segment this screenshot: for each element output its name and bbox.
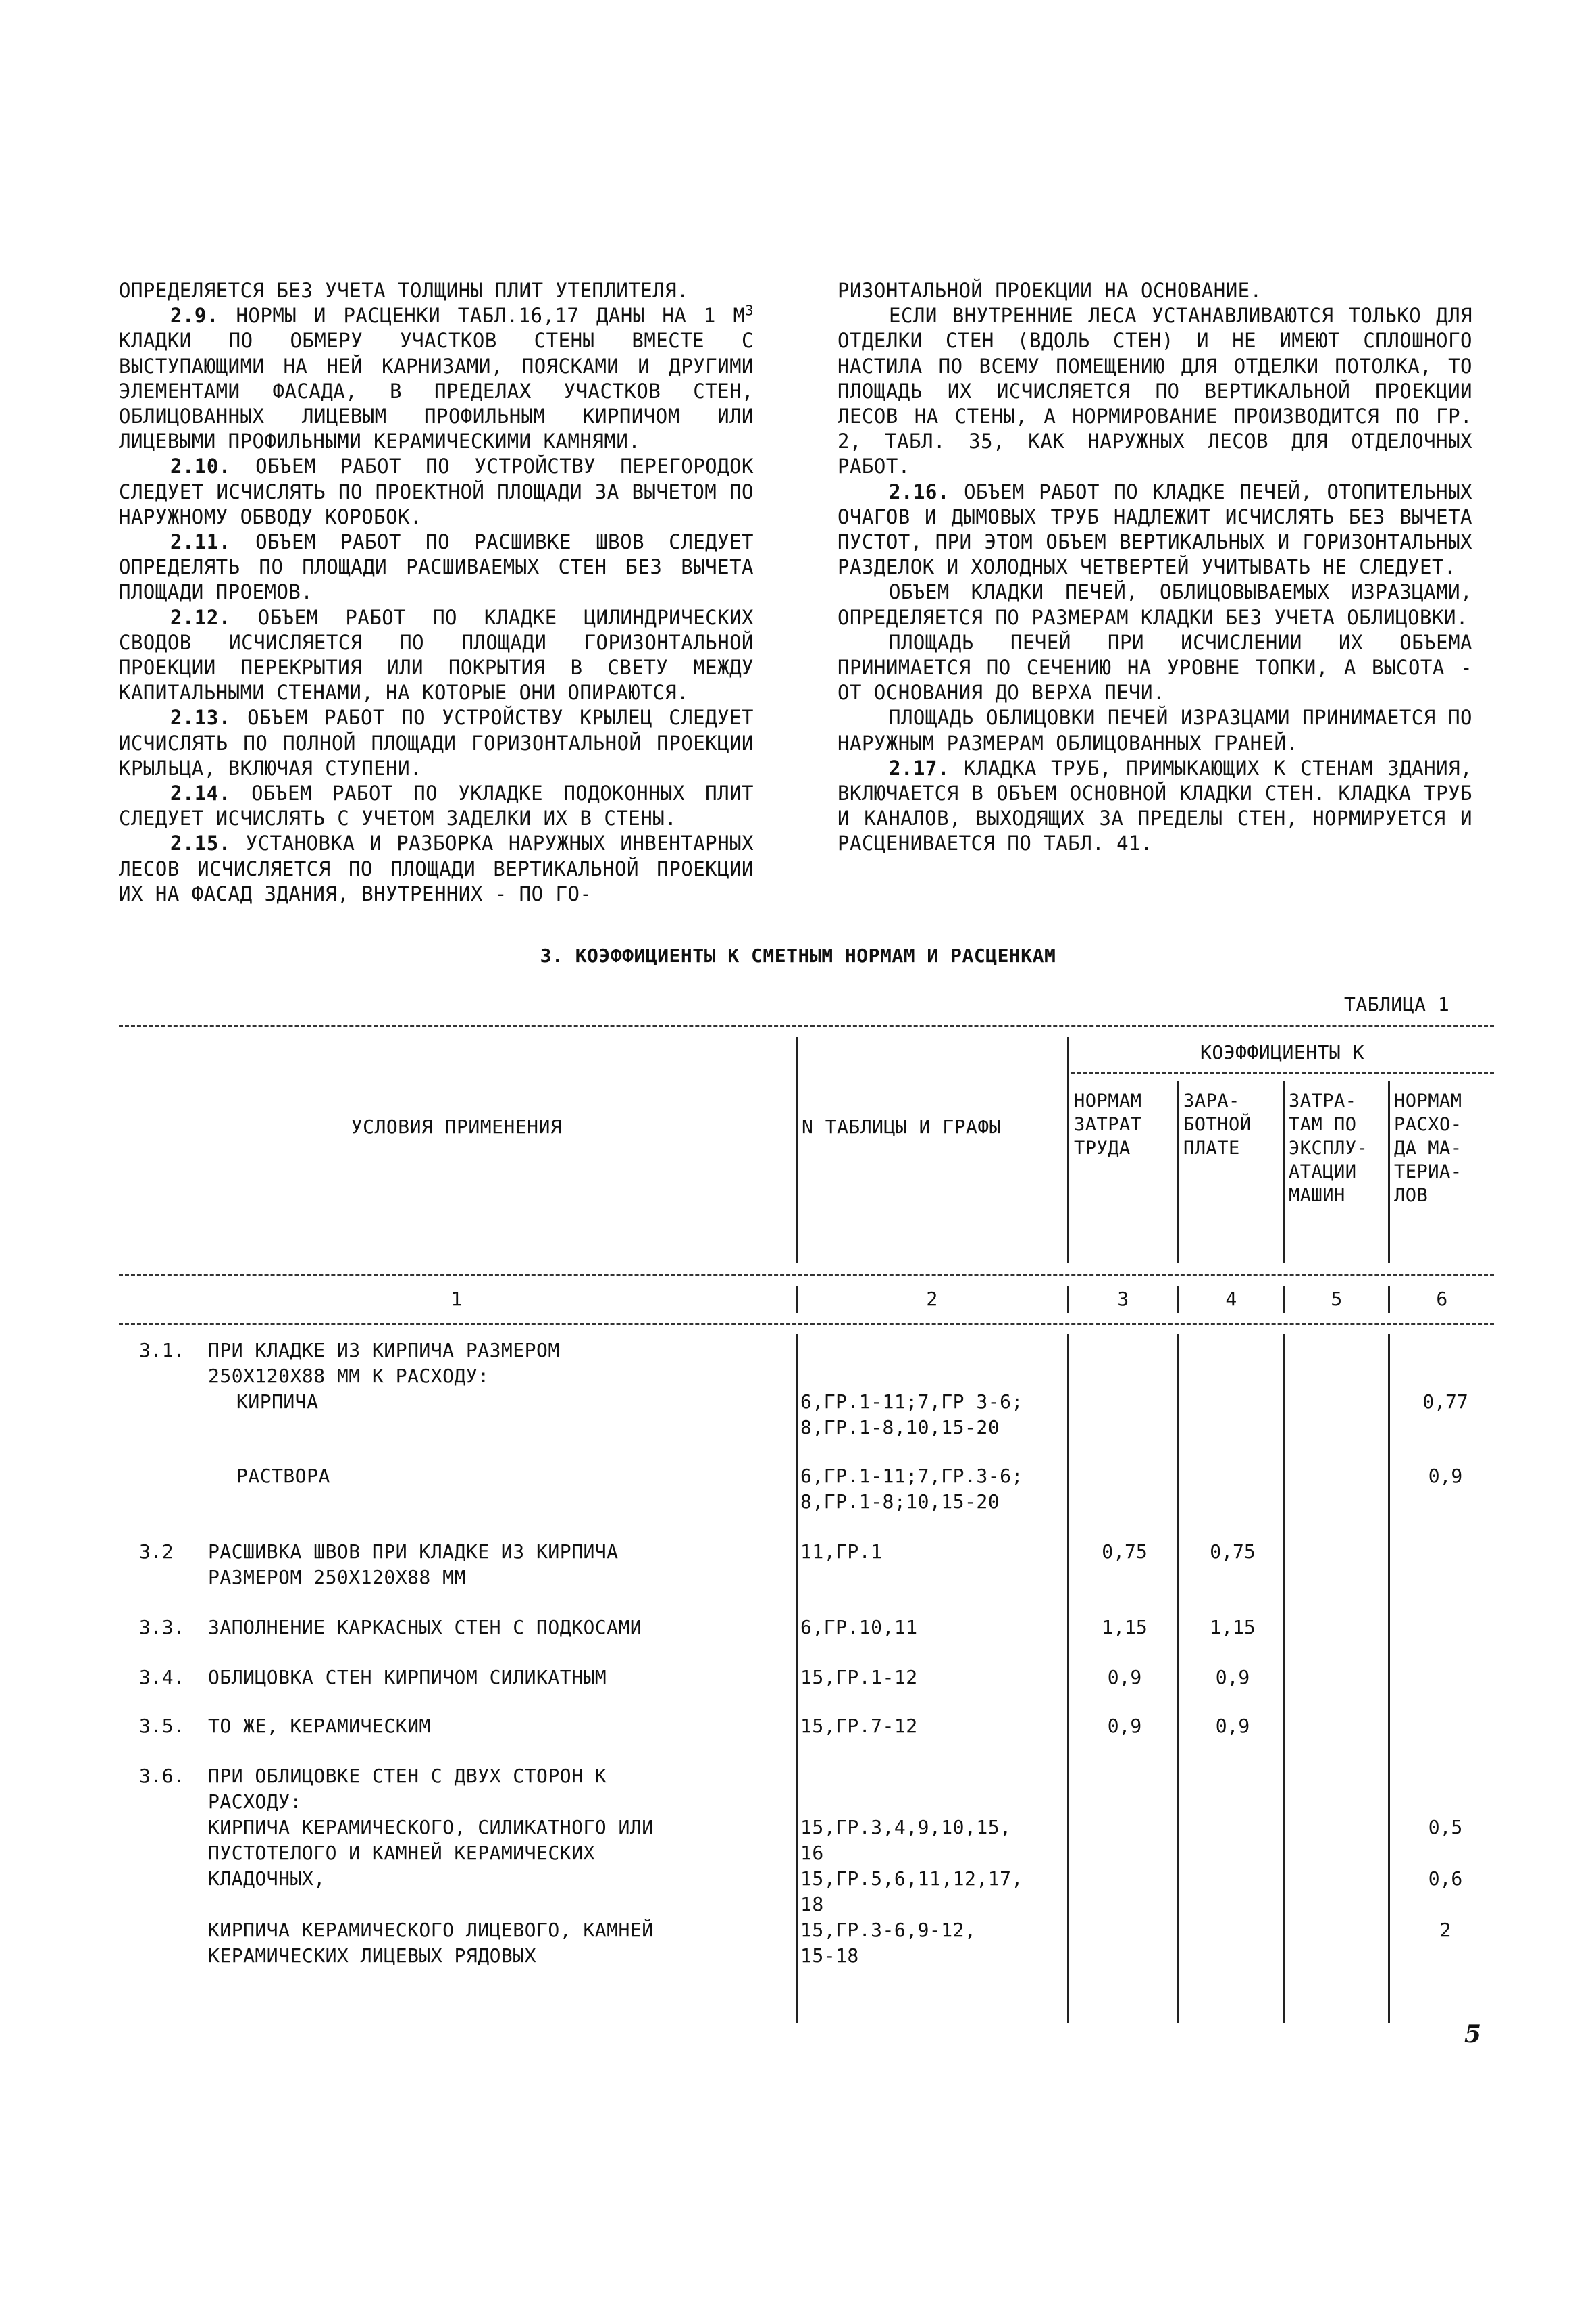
header-coefficients: КОЭФФИЦИЕНТЫ К	[1200, 1041, 1364, 1063]
header-col4: ЗАРА- БОТНОЙ ПЛАТЕ	[1183, 1090, 1252, 1159]
left-text-column	[119, 278, 754, 907]
header-conditions: УСЛОВИЯ ПРИМЕНЕНИЯ	[351, 1115, 563, 1138]
coeff-wages: 0,9	[1215, 1715, 1250, 1737]
coeff-materials: 2	[1439, 1919, 1451, 1941]
page-number: 5	[1464, 2020, 1482, 2048]
row-condition: КИРПИЧА КЕРАМИЧЕСКОГО ЛИЦЕВОГО, КАМНЕЙ КЕРАМИЧЕСКИХ ЛИЦЕВЫХ РЯДОВЫХ	[208, 1919, 654, 1967]
coeff-wages: 0,75	[1210, 1540, 1256, 1563]
paragraph-2-16: 2.16. ОБЪЕМ РАБОТ ПО КЛАДКЕ ПЕЧЕЙ, ОТОПИТЕЛЬНЫХ ОЧАГОВ И ДЫМОВЫХ ТРУБ НАДЛЕЖИТ ИСЧИСЛЯТЬ БЕЗ ВЫЧЕТА ПУСТОТ, ПРИ ЭТОМ ОБЪЕМ ВЕРТИКАЛЬНЫХ И ГОРИЗОНТАЛЬНЫХ РАЗДЕЛОК И ХОЛОДНЫХ ЧЕТВЕРТЕЙ УЧИТЫВАТЬ НЕ СЛЕДУЕТ.	[838, 480, 1472, 579]
row-table-ref: 6,ГР.1-11;7,ГР.3-6; 8,ГР.1-8;10,15-20	[800, 1465, 1023, 1513]
coeff-materials: 0,9	[1428, 1465, 1463, 1487]
paragraph-2-9: 2.9. НОРМЫ И РАСЦЕНКИ ТАБЛ.16,17 ДАНЫ НА 1 $М^3$ КЛАДКИ ПО ОБМЕРУ УЧАСТКОВ СТЕНЫ ВМЕСТЕ С ВЫСТУПАЮЩИМИ НА НЕЙ КАРНИЗАМИ, ПОЯСКАМИ И ДРУГИМИ ЭЛЕМЕНТАМИ ФАСАДА, В ПРЕДЕЛАХ УЧАСТКОВ СТЕН, ОБЛИЦОВАННЫХ ЛИЦЕВЫМ ПРОФИЛЬНЫМ КИРПИЧОМ ИЛИ ЛИЦЕВЫМИ ПРОФИЛЬНЫМИ КЕРАМИЧЕСКИМИ КАМНЯМИ.	[119, 302, 754, 453]
row-number: 3.5.	[139, 1715, 185, 1737]
paragraph-2-10: 2.10. ОБЪЕМ РАБОТ ПО УСТРОЙСТВУ ПЕРЕГОРОДОК СЛЕДУЕТ ИСЧИСЛЯТЬ ПО ПРОЕКТНОЙ ПЛОЩАДИ ЗА ВЫЧЕТОМ ПО НАРУЖНОМУ ОБВОДУ КОРОБОК.	[119, 455, 754, 528]
header-col3: НОРМАМ ЗАТРАТ ТРУДА	[1074, 1090, 1142, 1159]
right-text-column	[838, 278, 1472, 857]
row-table-ref: 15,ГР.1-12	[800, 1666, 918, 1688]
row-table-ref: 15,ГР.3-6,9-12, 15-18	[800, 1919, 977, 1967]
coeff-wages: 0,9	[1215, 1666, 1250, 1688]
table-top-rule	[119, 1025, 1494, 1027]
column-divider	[1388, 1334, 1390, 2023]
row-table-ref: 15,ГР.3,4,9,10,15, 16 15,ГР.5,6,11,12,17, 18	[800, 1816, 1023, 1915]
coeff-materials: 0,6	[1428, 1867, 1463, 1890]
row-condition: РАСШИВКА ШВОВ ПРИ КЛАДКЕ ИЗ КИРПИЧА РАЗМЕРОМ 250Х120Х88 ММ	[208, 1540, 619, 1588]
row-condition: ПРИ КЛАДКЕ ИЗ КИРПИЧА РАЗМЕРОМ 250Х120Х88 ММ К РАСХОДУ:	[208, 1339, 560, 1387]
column-divider	[796, 1037, 798, 1263]
paragraph: ОБЪЕМ КЛАДКИ ПЕЧЕЙ, ОБЛИЦОВЫВАЕМЫХ ИЗРАЗЦАМИ, ОПРЕДЕЛЯЕТСЯ ПО РАЗМЕРАМ КЛАДКИ БЕЗ УЧЕТА ОБЛИЦОВКИ.	[838, 580, 1472, 629]
row-number: 3.4.	[139, 1666, 185, 1688]
paragraph: РИЗОНТАЛЬНОЙ ПРОЕКЦИИ НА ОСНОВАНИЕ.	[838, 279, 1262, 302]
paragraph: ЕСЛИ ВНУТРЕННИЕ ЛЕСА УСТАНАВЛИВАЮТСЯ ТОЛЬКО ДЛЯ ОТДЕЛКИ СТЕН (ВДОЛЬ СТЕН) И НЕ ИМЕЮТ СПЛОШНОГО НАСТИЛА ПО ВСЕМУ ПОМЕЩЕНИЮ ДЛЯ ОТДЕЛКИ ПОТОЛКА, ТО ПЛОЩАДЬ ИХ ИСЧИСЛЯЕТСЯ ПО ВЕРТИКАЛЬНОЙ ПРОЕКЦИИ ЛЕСОВ НА СТЕНЫ, А НОРМИРОВАНИЕ ПРОИЗВОДИТСЯ ПО ГР. 2, ТАБЛ. 35, КАК НАРУЖНЫХ ЛЕСОВ ДЛЯ ОТДЕЛОЧНЫХ РАБОТ.	[838, 304, 1472, 478]
row-number: 3.1.	[139, 1339, 185, 1361]
column-divider	[1283, 1334, 1285, 2023]
row-table-ref: 6,ГР.1-11;7,ГР 3-6; 8,ГР.1-8,10,15-20	[800, 1390, 1023, 1438]
row-condition: ПРИ ОБЛИЦОВКЕ СТЕН С ДВУХ СТОРОН К РАСХОДУ:	[208, 1765, 607, 1813]
row-table-ref: 6,ГР.10,11	[800, 1616, 918, 1638]
table-label: ТАБЛИЦА 1	[1344, 993, 1450, 1015]
row-condition: ЗАПОЛНЕНИЕ КАРКАСНЫХ СТЕН С ПОДКОСАМИ	[208, 1616, 642, 1638]
column-number: 4	[1225, 1288, 1237, 1310]
row-condition: ТО ЖЕ, КЕРАМИЧЕСКИМ	[208, 1715, 431, 1737]
coeff-wages: 1,15	[1210, 1616, 1256, 1638]
column-divider	[1067, 1334, 1069, 2023]
coeff-materials: 0,77	[1422, 1390, 1468, 1413]
row-condition: КИРПИЧА КЕРАМИЧЕСКОГО, СИЛИКАТНОГО ИЛИ ПУСТОТЕЛОГО И КАМНЕЙ КЕРАМИЧЕСКИХ КЛАДОЧНЫХ,	[208, 1816, 654, 1890]
column-divider	[1067, 1037, 1069, 1263]
paragraph: ПЛОЩАДЬ ОБЛИЦОВКИ ПЕЧЕЙ ИЗРАЗЦАМИ ПРИНИМАЕТСЯ ПО НАРУЖНЫМ РАЗМЕРАМ ОБЛИЦОВАННЫХ ГРАНЕЙ.	[838, 706, 1472, 755]
column-number: 2	[926, 1288, 938, 1310]
header-bottom-rule	[119, 1274, 1494, 1276]
header-table-number: N ТАБЛИЦЫ И ГРАФЫ	[802, 1115, 1002, 1138]
section-title: 3. КОЭФФИЦИЕНТЫ К СМЕТНЫМ НОРМАМ И РАСЦЕНКАМ	[540, 945, 1056, 967]
row-number: 3.3.	[139, 1616, 185, 1638]
coeff-labor: 0,9	[1107, 1666, 1142, 1688]
column-divider	[1177, 1334, 1179, 2023]
paragraph: ОПРЕДЕЛЯЕТСЯ БЕЗ УЧЕТА ТОЛЩИНЫ ПЛИТ УТЕПЛИТЕЛЯ.	[119, 279, 690, 302]
colnum-bottom-rule	[119, 1323, 1494, 1325]
coeff-labor: 0,9	[1107, 1715, 1142, 1737]
row-table-ref: 11,ГР.1	[800, 1540, 883, 1563]
column-divider	[1388, 1081, 1390, 1263]
row-number: 3.6.	[139, 1765, 185, 1787]
column-divider	[1177, 1081, 1179, 1263]
header-col6: НОРМАМ РАСХО- ДА МА- ТЕРИА- ЛОВ	[1394, 1090, 1462, 1206]
column-number: 6	[1436, 1288, 1448, 1310]
paragraph-2-11: 2.11. ОБЪЕМ РАБОТ ПО РАСШИВКЕ ШВОВ СЛЕДУЕТ ОПРЕДЕЛЯТЬ ПО ПЛОЩАДИ РАСШИВАЕМЫХ СТЕН БЕЗ ВЫЧЕТА ПЛОЩАДИ ПРОЕМОВ.	[119, 530, 754, 604]
paragraph-2-12: 2.12. ОБЪЕМ РАБОТ ПО КЛАДКЕ ЦИЛИНДРИЧЕСКИХ СВОДОВ ИСЧИСЛЯЕТСЯ ПО ПЛОЩАДИ ГОРИЗОНТАЛЬНОЙ ПРОЕКЦИИ ПЕРЕКРЫТИЯ ИЛИ ПОКРЫТИЯ В СВЕТУ МЕЖДУ КАПИТАЛЬНЫМИ СТЕНАМИ, НА КОТОРЫЕ ОНИ ОПИРАЮТСЯ.	[119, 605, 754, 705]
column-number: 3	[1117, 1288, 1129, 1310]
paragraph-2-13: 2.13. ОБЪЕМ РАБОТ ПО УСТРОЙСТВУ КРЫЛЕЦ СЛЕДУЕТ ИСЧИСЛЯТЬ ПО ПОЛНОЙ ПЛОЩАДИ ГОРИЗОНТАЛЬНОЙ ПРОЕКЦИИ КРЫЛЬЦА, ВКЛЮЧАЯ СТУПЕНИ.	[119, 706, 754, 780]
paragraph: ПЛОЩАДЬ ПЕЧЕЙ ПРИ ИСЧИСЛЕНИИ ИХ ОБЪЕМА ПРИНИМАЕТСЯ ПО СЕЧЕНИЮ НА УРОВНЕ ТОПКИ, А ВЫСОТА - ОТ ОСНОВАНИЯ ДО ВЕРХА ПЕЧИ.	[838, 630, 1472, 705]
column-number: 1	[451, 1288, 463, 1310]
column-divider	[1283, 1081, 1285, 1263]
row-condition: РАСТВОРА	[236, 1465, 330, 1487]
paragraph-2-17: 2.17. КЛАДКА ТРУБ, ПРИМЫКАЮЩИХ К СТЕНАМ ЗДАНИЯ, ВКЛЮЧАЕТСЯ В ОБЪЕМ ОСНОВНОЙ КЛАДКИ СТЕН. КЛАДКА ТРУБ И КАНАЛОВ, ВЫХОДЯЩИХ ЗА ПРЕДЕЛЫ СТЕН, НОРМИРУЕТСЯ И РАСЦЕНИВАЕТСЯ ПО ТАБЛ. 41.	[838, 756, 1472, 855]
coeff-header-rule	[1071, 1072, 1494, 1074]
row-condition: ОБЛИЦОВКА СТЕН КИРПИЧОМ СИЛИКАТНЫМ	[208, 1666, 607, 1688]
column-divider	[796, 1334, 798, 2023]
paragraph-2-14: 2.14. ОБЪЕМ РАБОТ ПО УКЛАДКЕ ПОДОКОННЫХ ПЛИТ СЛЕДУЕТ ИСЧИСЛЯТЬ С УЧЕТОМ ЗАДЕЛКИ ИХ В СТЕНЫ.	[119, 782, 754, 830]
coeff-materials: 0,5	[1428, 1816, 1463, 1838]
row-condition: КИРПИЧА	[236, 1390, 319, 1413]
column-number: 5	[1331, 1288, 1343, 1310]
row-table-ref: 15,ГР.7-12	[800, 1715, 918, 1737]
header-col5: ЗАТРА- ТАМ ПО ЭКСПЛУ- АТАЦИИ МАШИН	[1289, 1090, 1368, 1206]
paragraph-2-15: 2.15. УСТАНОВКА И РАЗБОРКА НАРУЖНЫХ ИНВЕНТАРНЫХ ЛЕСОВ ИСЧИСЛЯЕТСЯ ПО ПЛОЩАДИ ВЕРТИКАЛЬНОЙ ПРОЕКЦИИ ИХ НА ФАСАД ЗДАНИЯ, ВНУТРЕННИХ - ПО ГО-	[119, 832, 754, 905]
row-number: 3.2	[139, 1540, 174, 1563]
coeff-labor: 1,15	[1102, 1616, 1148, 1638]
coeff-labor: 0,75	[1102, 1540, 1148, 1563]
